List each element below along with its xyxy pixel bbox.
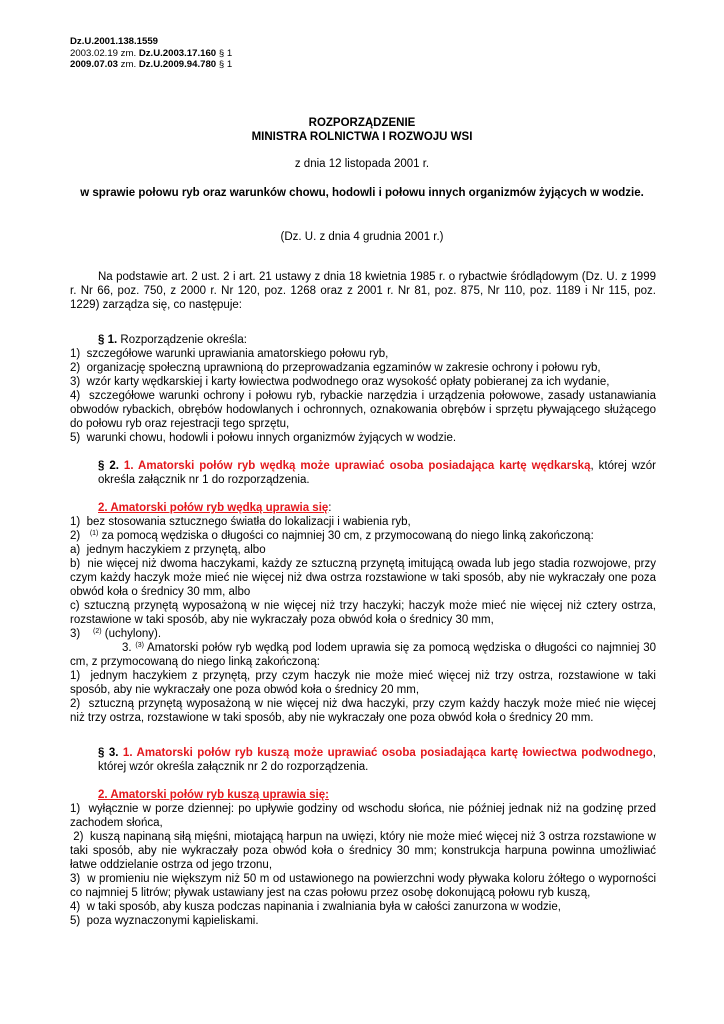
intro-paragraph: Na podstawie art. 2 ust. 2 i art. 21 ustawy z dnia 18 kwietnia 1985 r. o rybactwie śródlądowym (Dz. U. z 1999 r. Nr 66, poz. 750, z 2000 r. Nr 120, poz. 1268 oraz z 2001 r. Nr 81, poz. 875, Nr 110, poz. 1189 i Nr 115, poz. 1229) zarządza się, co następuje: [70,271,656,311]
section-1-item: 2) organizację społeczną uprawnioną do przeprowadzania egzaminów w zakresie ochrony i połowu ryb, [70,362,601,374]
section-1-lead: § 1. Rozporządzenie określa: [98,334,247,346]
document-subject: w sprawie połowu ryb oraz warunków chowu, hodowli i połowu innych organizmów żyjących w wodzie. [80,187,644,199]
publication-reference: (Dz. U. z dnia 4 grudnia 2001 r.) [280,231,444,243]
section-2-paragraph-2-heading: 2. Amatorski połów ryb wędką uprawia się: [98,502,332,514]
section-2-subitem: a) jednym haczykiem z przynętą, albo [70,544,266,556]
section-1-item: 5) warunki chowu, hodowli i połowu innych organizmów żyjących w wodzie. [70,432,457,444]
reference-line-3: 2009.07.03 zm. Dz.U.2009.94.780 § 1 [70,59,233,71]
legal-references [70,36,232,71]
section-2-paragraph-3: 3. $^{(3)}$ Amatorski połów ryb wędką pod lodem uprawia się za pomocą wędziska o długości co najmniej 30 cm, z przymocowaną do niego linką zakończoną: [70,642,656,668]
section-2-item: 1) bez stosowania sztucznego światła do lokalizacji i wabienia ryb, [70,516,411,528]
section-2-item: 3) $^{(2)}$ (uchylony). [70,628,162,640]
reference-line-1: Dz.U.2001.138.1559 [70,36,159,47]
section-1-item: 1) szczegółowe warunki uprawiania amatorskiego połowu ryb, [70,348,389,360]
section-1-item: 3) wzór karty wędkarskiej i karty łowiectwa podwodnego oraz wysokość opłaty pobieranej za ich wydanie, [70,376,610,388]
section-2-subitem: c) sztuczną przynętą wyposażoną w nie więcej niż trzy haczyki; haczyk może mieć nie więcej niż cztery ostrza, rozstawione w taki sposób, aby nie wykraczały poza obwód koła o średnicy 30 mm, [70,600,656,626]
section-3-item: 2) kuszą napinaną siłą mięśni, miotającą harpun na uwięzi, który nie może mieć więcej niż 3 ostrza rozstawione w taki sposób, aby nie wykraczały poza obwód koła o średnicy 30 mm; konstrukcja harpuna powinna umożliwiać łatwe oddzielanie ostrza od jego trzonu, [70,831,656,871]
section-3-paragraph-2-heading: 2. Amatorski połów ryb kuszą uprawia się: [98,789,329,801]
section-2-paragraph-1: § 2. 1. Amatorski połów ryb wędką może uprawiać osoba posiadająca kartę wędkarską, której wzór określa załącznik nr 1 do rozporządzenia. [98,460,656,486]
reference-line-2: 2003.02.19 zm. Dz.U.2003.17.160 § 1 [70,47,233,59]
section-3-item: 4) w taki sposób, aby kusza podczas napinania i zwalniania była w całości zanurzona w wodzie, [70,901,561,913]
section-2-p3-item: 1) jednym haczykiem z przynętą, przy czym haczyk nie może mieć więcej niż trzy ostrza, rozstawione w taki sposób, aby nie wykraczały one poza obwód koła o średnicy 20 mm, [70,670,656,696]
section-1-item: 4) szczegółowe warunki ochrony i połowu ryb, rybackie narzędzia i urządzenia połowowe, zasady ustanawiania obwodów rybackich, obrębów hodowlanych i ochronnych, oznakowania obrębów i sprzętu pływającego służącego do połowu ryb oraz rejestracji tego sprzętu, [70,390,656,430]
section-3-paragraph-1: § 3. 1. Amatorski połów ryb kuszą może uprawiać osoba posiadająca kartę łowiectwa podwodnego, której wzór określa załącznik nr 2 do rozporządzenia. [98,747,656,773]
section-3-item: 1) wyłącznie w porze dziennej: po upływie godziny od wschodu słońca, nie później jednak niż na godzinę przed zachodem słońca, [70,803,656,829]
section-2-item: 2) $^{(1)}$ za pomocą wędziska o długości co najmniej 30 cm, z przymocowaną do niego linką zakończoną: [70,530,594,542]
document-body [70,270,656,928]
document-date: z dnia 12 listopada 2001 r. [294,158,430,170]
section-3-item: 5) poza wyznaczonymi kąpieliskami. [70,915,259,927]
section-3-item: 3) w promieniu nie większym niż 50 m od ustawionego na powierzchni wody pływaka koloru żółtego o wyporności co najmniej 5 litrów; pływak ustawiany jest na czas połowu przez osobę dokonującą połowu ryb kuszą, [70,873,656,899]
document-title: ROZPORZĄDZENIE MINISTRA ROLNICTWA I ROZWOJU WSI [251,117,473,143]
section-2-p3-item: 2) sztuczną przynętą wyposażoną w nie więcej niż dwa haczyki, przy czym każdy haczyk może mieć nie więcej niż trzy ostrza, rozstawione w taki sposób, aby nie wykraczały one poza obwód koła o średnicy 20 mm. [70,698,656,724]
section-2-subitem: b) nie więcej niż dwoma haczykami, każdy ze sztuczną przynętą imitującą owada lub jego stadia rozwojowe, przy czym każdy haczyk może mieć nie więcej niż dwa ostrza rozstawione w taki sposób, aby nie wykraczały one poza obwód koła o średnicy 30 mm, albo [70,558,656,598]
